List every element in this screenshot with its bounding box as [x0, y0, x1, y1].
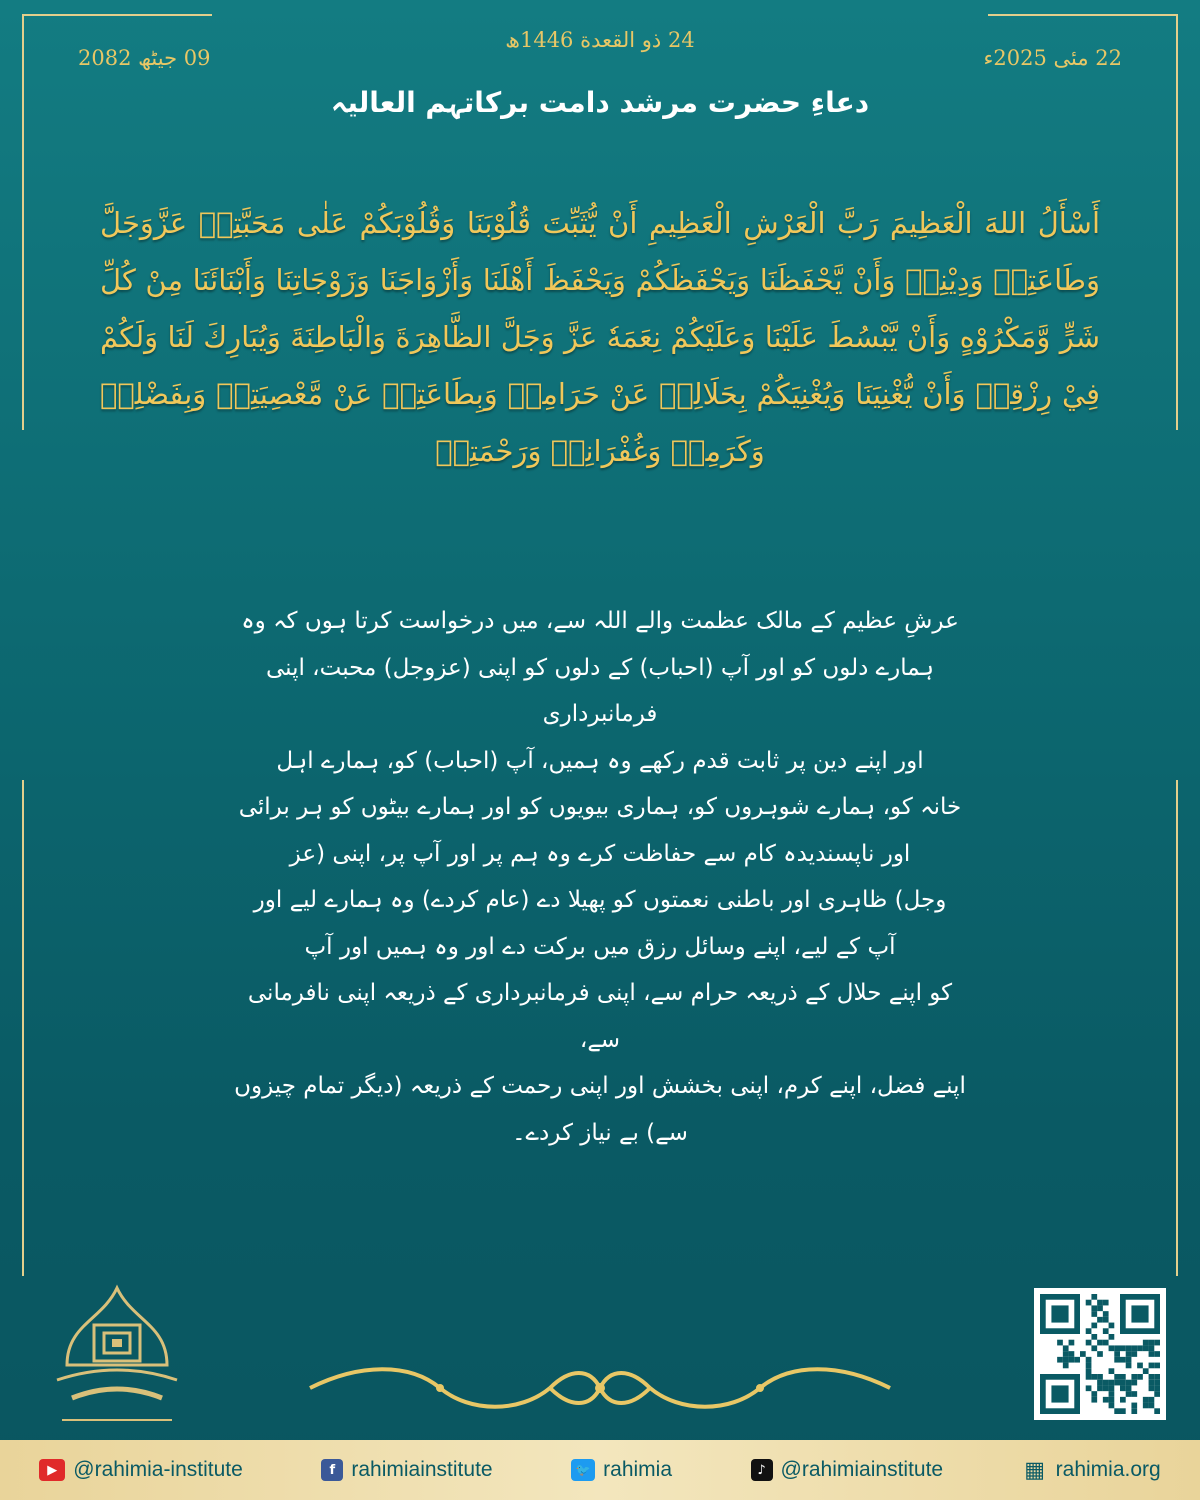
qr-code — [1034, 1288, 1166, 1420]
facebook-handle: rahimiainstitute — [351, 1458, 493, 1481]
frame-top-right — [988, 14, 1178, 16]
urdu-line: کو اپنے حلال کے ذریعہ حرام سے، اپنی فرمانبرداری کے ذریعہ اپنی نافرمانی سے، — [247, 980, 953, 1053]
frame-top-left — [22, 14, 212, 16]
youtube-icon: ▶ — [39, 1459, 65, 1481]
frame-left-lower — [22, 780, 24, 1276]
twitter-handle: rahimia — [603, 1458, 672, 1481]
website-url: rahimia.org — [1055, 1458, 1161, 1481]
facebook-icon: f — [321, 1459, 343, 1481]
twitter-link[interactable] — [571, 1458, 672, 1482]
tiktok-link[interactable] — [751, 1458, 944, 1482]
social-footer — [0, 1440, 1200, 1500]
urdu-line: ہمارے دلوں کو اور آپ (احباب) کے دلوں کو اپنی (عزوجل) محبت، اپنی فرمانبرداری — [265, 654, 935, 727]
urdu-translation — [230, 598, 970, 1156]
rahimia-logo — [42, 1280, 192, 1440]
urdu-line: وجل) ظاہری اور باطنی نعمتوں کو پھیلا دے (عام کردے) وہ ہمارے لیے اور — [253, 887, 947, 913]
youtube-handle: @rahimia-institute — [73, 1458, 243, 1481]
urdu-line: اور اپنے دین پر ثابت قدم رکھے وہ ہمیں، آپ (احباب) کو، ہمارے اہل — [276, 747, 924, 774]
bikrami-date: 09 جیٹھ 2082 — [78, 46, 211, 70]
twitter-icon: 🐦 — [571, 1459, 595, 1481]
hijri-date: 24 ذو القعدة 1446ھ — [505, 28, 695, 52]
qr-code-icon — [1040, 1294, 1160, 1414]
website-link[interactable] — [1022, 1458, 1161, 1482]
tiktok-icon: ♪ — [751, 1459, 773, 1481]
urdu-line: اور ناپسندیدہ کام سے حفاظت کرے وہ ہم پر اور آپ پر، اپنی (عز — [289, 840, 911, 867]
website-icon: ▦ — [1024, 1457, 1046, 1483]
urdu-line: اپنے فضل، اپنے کرم، اپنی بخشش اور اپنی رحمت کے ذریعہ (دیگر تمام چیزوں — [234, 1073, 966, 1099]
page-title: دعاءِ حضرت مرشد دامت برکاتہم العالیہ — [330, 86, 870, 119]
dua-arabic-text: أَسْأَلُ اللهَ الْعَظِيمَ رَبَّ الْعَرْشِ الْعَظِيمِ أَنْ يُّثَبِّتَ قُلُوْبَنَا وَقُلُوْبَكُمْ عَلٰى مَحَبَّتِهٖ عَزَّوَجَلَّ وَطَاعَتِهٖ وَدِيْنِهٖ وَأَنْ يَّحْفَظَنَا وَيَحْفَظَكُمْ وَيَحْفَظَ أَهْلَنَا وَأَزْوَاجَنَا وَزَوْجَاتِنَا وَأَبْنَائَنَا مِنْ كُلِّ شَرٍّ وَّمَكْرُوْهٍ وَأَنْ يَّبْسُطَ عَلَيْنَا وَعَلَيْكُمْ نِعَمَهٗ عَزَّ وَجَلَّ الظَّاهِرَةَ وَالْبَاطِنَةَ وَيُبَارِكَ لَنَا وَلَكُمْ فِيْ رِزْقِهٖ وَأَنْ يُّغْنِيَنَا وَيُغْنِيَكُمْ بِحَلَالِهٖ عَنْ حَرَامِهٖ وَبِطَاعَتِهٖ عَنْ مَّعْصِيَتِهٖ وَبِفَضْلِهٖ وَكَرَمِهٖ وَغُفْرَانِهٖ وَرَحْمَتِهٖ — [100, 206, 1100, 468]
urdu-line: خانہ کو، ہمارے شوہروں کو، ہماری بیویوں کو اور ہمارے بیٹوں کو ہر برائی — [238, 794, 962, 820]
urdu-line: سے) بے نیاز کردے۔ — [512, 1119, 688, 1146]
youtube-link[interactable] — [39, 1458, 243, 1482]
tiktok-handle: @rahimiainstitute — [780, 1458, 944, 1481]
urdu-line: عرشِ عظیم کے مالک عظمت والے اللہ سے، میں درخواست کرتا ہوں کہ وہ — [241, 608, 959, 634]
frame-right-lower — [1176, 780, 1178, 1276]
ornament-divider — [300, 1358, 900, 1418]
frame-left-upper — [22, 14, 24, 430]
urdu-line: آپ کے لیے، اپنے وسائل رزق میں برکت دے اور وہ ہمیں اور آپ — [304, 933, 896, 960]
gregorian-date: 22 مئی 2025ء — [983, 46, 1122, 70]
facebook-link[interactable] — [321, 1458, 492, 1482]
frame-right-upper — [1176, 14, 1178, 430]
